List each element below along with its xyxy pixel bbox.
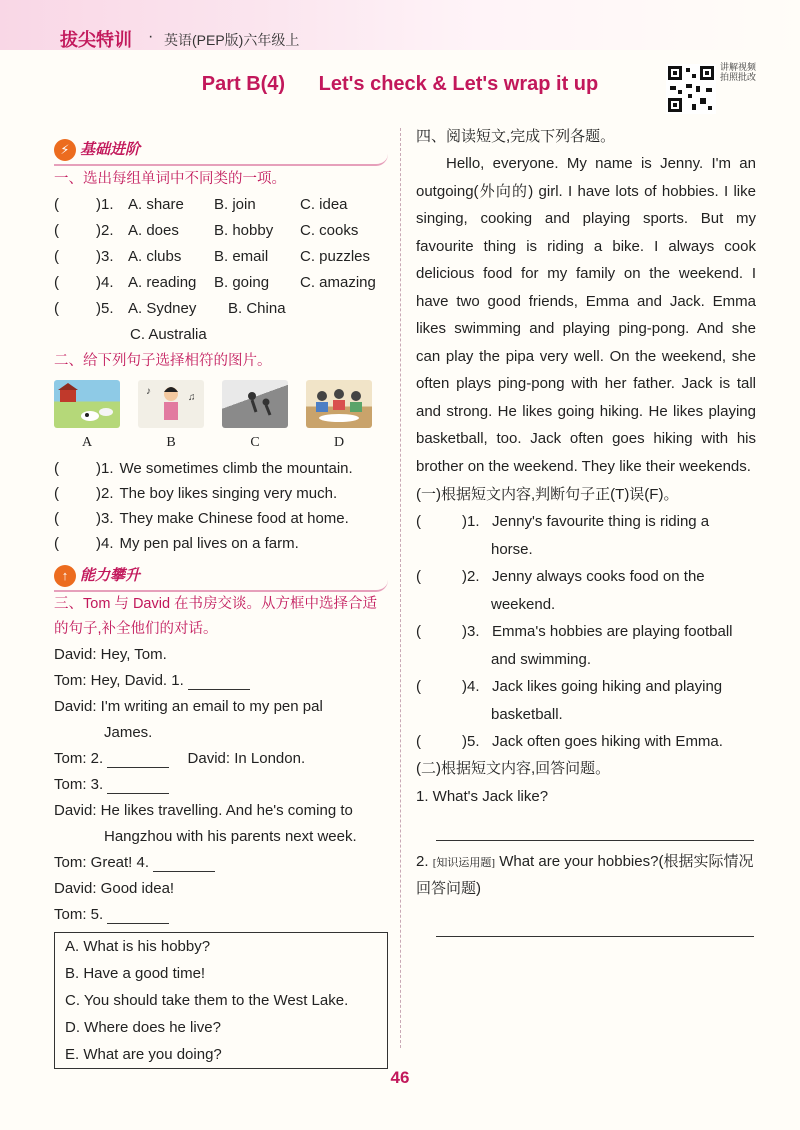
list-item: ( )2. A. does B. hobby C. cooks [54, 218, 388, 244]
brand-title: 拔尖特训 [60, 30, 132, 50]
answer-blank[interactable]: ( [416, 733, 421, 750]
lesson-subtitle: Let's check & Let's wrap it up [318, 73, 599, 95]
q1-list [54, 192, 388, 348]
q2-title: 二、给下列句子选择相符的图片。 [54, 353, 272, 369]
answer-blank[interactable]: ( [54, 196, 59, 213]
q3-title: 三、Tom 与 David 在书房交谈。从方框中选择合适的句子,补全他们的对话。 [54, 596, 378, 637]
farm-picture [54, 380, 120, 428]
picture-label: A [81, 435, 93, 450]
cooking-family-picture [306, 380, 372, 428]
answer-blank[interactable]: ( [54, 535, 59, 552]
dialogue-line: Hangzhou with his parents next week. [104, 828, 357, 845]
list-item: ( )4. A. reading B. going C. amazing [54, 270, 388, 296]
tf-title: (一)根据短文内容,判断句子正(T)误(F)。 [416, 486, 679, 503]
section-advanced-title: 能力攀升 [80, 567, 141, 584]
list-item: ( )1. Jenny's favourite thing is riding a [416, 508, 756, 536]
answer-line[interactable] [107, 751, 169, 768]
list-item: ( )3. They make Chinese food at home. [54, 506, 388, 531]
singing-boy-picture [138, 380, 204, 428]
left-column [54, 130, 388, 1069]
dialogue-line: David: I'm writing an email to my pen pal [54, 698, 323, 715]
answer-line[interactable] [436, 810, 754, 841]
dialogue-line: Tom: Great! 4. [54, 850, 388, 876]
lesson-part: Part B(4) [201, 73, 286, 95]
dialogue-line: Tom: Hey, David. 1. [54, 668, 388, 694]
qr-label: 讲解视频拍照批改 [720, 62, 757, 82]
q2-list [54, 456, 388, 556]
answer-blank[interactable]: ( [54, 300, 59, 317]
column-divider [400, 128, 401, 1048]
reading-passage [416, 150, 756, 480]
dialogue-line: David: Good idea! [54, 880, 175, 897]
answer-line[interactable] [107, 907, 169, 924]
list-item-cont: horse. [491, 540, 533, 558]
choice-item: C. You should take them to the West Lake. [65, 992, 349, 1009]
mountain-climbing-picture [222, 380, 288, 428]
list-item-cont: and swimming. [491, 650, 592, 668]
section-basic-title: 基础进阶 [80, 141, 141, 158]
list-item: ( )2. The boy likes singing very much. [54, 481, 388, 506]
arrow-up-icon: ↑ [54, 565, 76, 587]
knowledge-tag: [知识运用题] [432, 856, 496, 869]
qa-title: (二)根据短文内容,回答问题。 [416, 759, 611, 777]
list-item-cont: basketball. [491, 705, 563, 723]
dialogue [54, 642, 388, 928]
answer-blank[interactable]: ( [416, 568, 421, 585]
tf-list [416, 508, 756, 756]
answer-blank[interactable]: ( [54, 274, 59, 291]
dialogue-line: David: He likes travelling. And he's coming to [54, 802, 353, 819]
dialogue-line: Tom: 3. [54, 772, 388, 798]
answer-blank[interactable]: ( [54, 485, 59, 502]
dialogue-line: Tom: 2. David: In London. [54, 750, 306, 767]
list-item-cont: weekend. [491, 595, 556, 613]
qa-question-2: 2. [知识运用题] What are your hobbies?(根据实际情况回答问题) [416, 852, 754, 897]
list-item: ( )5. Jack often goes hiking with Emma. [416, 728, 756, 756]
picture-labels [54, 430, 388, 456]
answer-line[interactable] [436, 906, 754, 937]
list-item: C. Australia [130, 326, 207, 343]
dialogue-line: James. [104, 724, 153, 741]
list-item: ( )3. A. clubs B. email C. puzzles [54, 244, 388, 270]
book-title: 英语(PEP版)六年级上 [164, 32, 300, 48]
qr-code-icon[interactable] [666, 64, 716, 114]
picture-row [54, 380, 388, 428]
answer-blank[interactable]: ( [416, 513, 421, 530]
picture-label: B [166, 435, 176, 450]
answer-line[interactable] [107, 777, 169, 794]
answer-blank[interactable]: ( [54, 222, 59, 239]
answer-blank[interactable]: ( [54, 460, 59, 477]
choice-item: B. Have a good time! [65, 965, 206, 982]
list-item: ( )1. A. share B. join C. idea [54, 192, 388, 218]
dialogue-line: David: Hey, Tom. [54, 646, 167, 663]
answer-line[interactable] [153, 855, 215, 872]
picture-label: D [333, 435, 345, 450]
brand-separator: · [148, 28, 154, 45]
dialogue-line: Tom: 5. [54, 902, 388, 928]
passage-text: Hello, everyone. My name is Jenny. I'm an outgoing(外向的) girl. I have lots of hobbies. I like singing, cooking and playing sports. But my favourite thing is riding a bike. I always cook delicious food for my family on the weekend. I have two good friends, Emma and Jack. Emma likes swimming and playing ping-pong. And she can play the pipa very well. On the weekend, she often plays ping-pong with her father. Jack is tall and strong. He likes going hiking. He likes playing basketball, too. Jack often goes hiking with his brother on the weekend. They like their weekends. [416, 155, 756, 475]
answer-blank[interactable]: ( [54, 510, 59, 527]
list-item: ( )4. My pen pal lives on a farm. [54, 531, 388, 556]
section-basic [54, 136, 388, 166]
choice-box [54, 932, 388, 1069]
svg-text:♪: ♪ [146, 386, 151, 397]
answer-line[interactable] [188, 673, 250, 690]
list-item: ( )4. Jack likes going hiking and playing [416, 673, 756, 701]
list-item: ( )5. A. Sydney B. China [54, 296, 388, 322]
answer-blank[interactable]: ( [54, 248, 59, 265]
q1-title: 一、选出每组单词中不同类的一项。 [54, 171, 286, 187]
choice-item: D. Where does he live? [65, 1019, 221, 1036]
list-item: ( )1. We sometimes climb the mountain. [54, 456, 388, 481]
page-number: 46 [390, 1068, 410, 1087]
picture-label: C [250, 435, 260, 450]
choice-item: A. What is his hobby? [65, 938, 211, 955]
list-item: ( )3. Emma's hobbies are playing football [416, 618, 756, 646]
list-item: ( )2. Jenny always cooks food on the [416, 563, 756, 591]
answer-blank[interactable]: ( [416, 678, 421, 695]
svg-text:♫: ♫ [188, 392, 196, 403]
section-advanced [54, 562, 388, 592]
answer-blank[interactable]: ( [416, 623, 421, 640]
right-column [416, 124, 756, 937]
qa-question-1: 1. What's Jack like? [416, 787, 549, 805]
choice-item: E. What are you doing? [65, 1046, 222, 1063]
q4-title: 四、阅读短文,完成下列各题。 [416, 128, 616, 145]
lightning-icon: ⚡ [54, 139, 76, 161]
